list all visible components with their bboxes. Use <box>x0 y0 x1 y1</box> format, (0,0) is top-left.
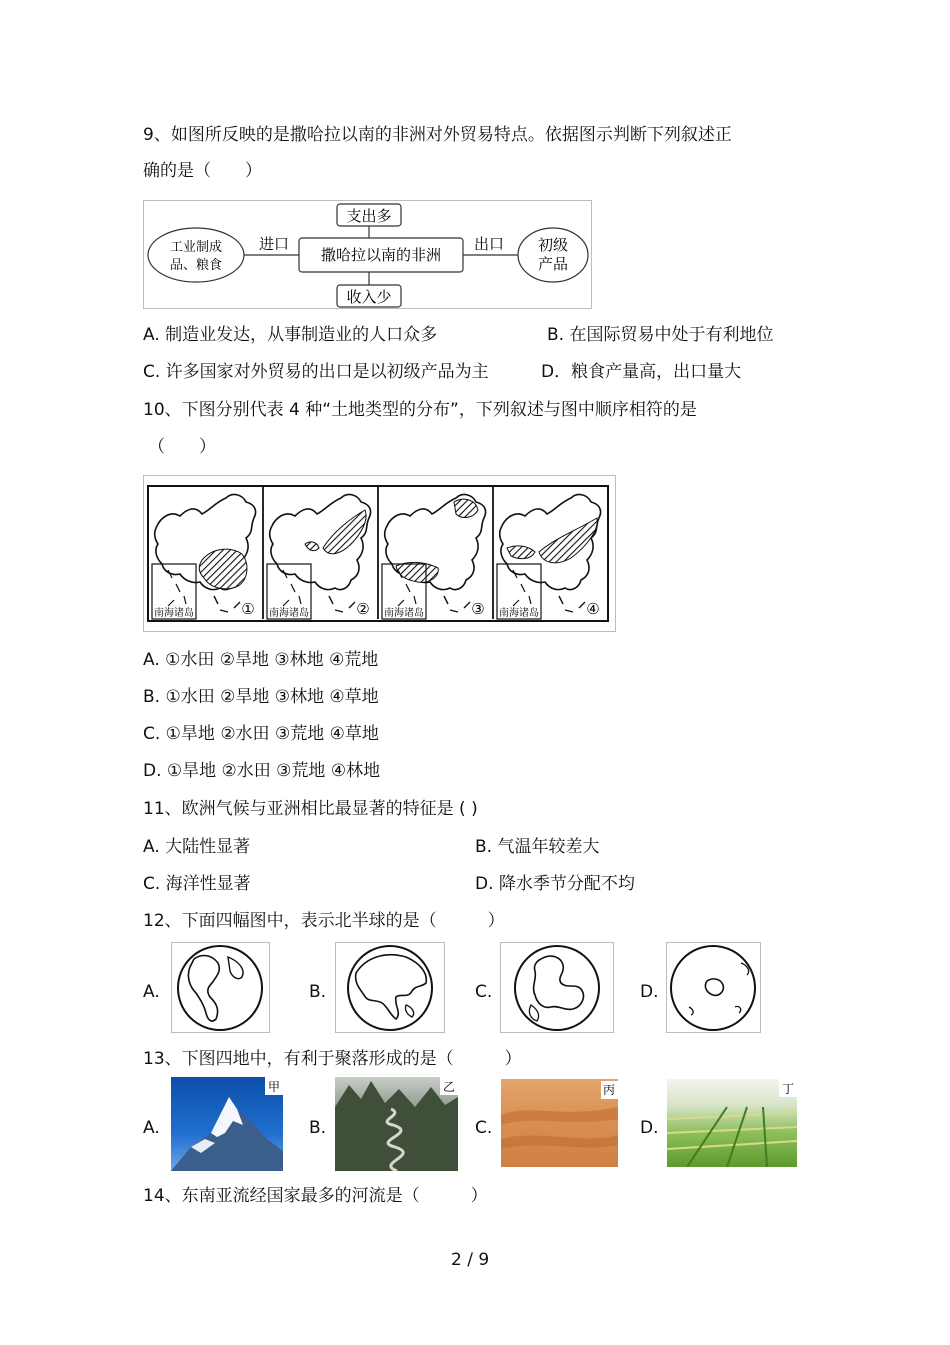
hemisphere-b <box>335 942 445 1033</box>
hemisphere-c <box>500 942 614 1033</box>
land-type-maps-svg <box>144 476 615 631</box>
photo-winding-road <box>335 1077 458 1171</box>
map-number-2: ② <box>356 600 370 618</box>
q10-stem-line1: 10、下图分别代表 4 种“土地类型的分布”，下列叙述与图中顺序相符的是 <box>143 400 697 420</box>
left-ellipse <box>148 228 244 282</box>
q13-label-b: B. <box>309 1118 327 1138</box>
q11-option-b: B. 气温年较差大 <box>475 837 600 857</box>
map-number-4: ④ <box>586 600 600 618</box>
q11-option-c: C. 海洋性显著 <box>143 874 251 894</box>
map-number-1: ① <box>241 600 255 618</box>
q12-stem: 12、下面四幅图中，表示北半球的是（ ） <box>143 911 505 931</box>
q9-stem-line1: 9、如图所反映的是撒哈拉以南的非洲对外贸易特点。依据图示判断下列叙述正 <box>143 125 732 145</box>
photo-tag-a: 甲 <box>267 1080 281 1094</box>
photo-tag-d: 丁 <box>781 1082 795 1096</box>
q10-option-a: A. ①水田 ②旱地 ③林地 ④荒地 <box>143 650 379 670</box>
q13-label-a: A. <box>143 1118 160 1138</box>
page-number: 2 / 9 <box>451 1250 490 1270</box>
hemisphere-a <box>171 942 270 1033</box>
bottom-label: 收入少 <box>346 288 392 306</box>
q12-label-d: D. <box>640 982 659 1002</box>
export-label: 出口 <box>473 235 505 253</box>
photo-tag-c: 丙 <box>602 1083 616 1097</box>
q12-label-c: C. <box>475 982 493 1002</box>
q13-stem: 13、下图四地中，有利于聚落形成的是（ ） <box>143 1049 522 1069</box>
q13-label-c: C. <box>475 1118 493 1138</box>
center-label: 撒哈拉以南的非洲 <box>320 246 442 264</box>
photo-tag-b: 乙 <box>442 1080 456 1094</box>
right-label: 初级产品 <box>537 236 569 273</box>
map-number-3: ③ <box>471 600 485 618</box>
q11-option-a: A. 大陆性显著 <box>143 837 251 857</box>
q10-option-d: D. ①旱地 ②水田 ③荒地 ④林地 <box>143 761 381 781</box>
q12-label-a: A. <box>143 982 160 1002</box>
q11-stem: 11、欧洲气候与亚洲相比最显著的特征是 ( ) <box>143 799 478 819</box>
south-sea-label: 南海诸岛 <box>384 608 424 619</box>
hemisphere-d <box>666 942 761 1033</box>
south-sea-label: 南海诸岛 <box>499 608 539 619</box>
land-type-maps <box>143 475 616 632</box>
q12-label-b: B. <box>309 982 327 1002</box>
trade-diagram <box>143 200 592 309</box>
q9-option-c: C. 许多国家对外贸易的出口是以初级产品为主 <box>143 362 489 382</box>
q10-option-c: C. ①旱地 ②水田 ③荒地 ④草地 <box>143 724 379 744</box>
photo-snow-mountain <box>171 1077 283 1171</box>
photo-desert <box>501 1079 618 1167</box>
q14-stem: 14、东南亚流经国家最多的河流是（ ） <box>143 1186 488 1206</box>
q9-stem-line2: 确的是（ ） <box>143 161 262 181</box>
q13-label-d: D. <box>640 1118 659 1138</box>
q10-option-b: B. ①水田 ②旱地 ③林地 ④草地 <box>143 687 379 707</box>
south-sea-label: 南海诸岛 <box>269 608 309 619</box>
trade-diagram-svg <box>144 201 591 308</box>
left-label: 工业制成品、粮食 <box>169 240 223 273</box>
q9-option-d: D．粮食产量高，出口量大 <box>541 362 742 382</box>
q11-option-d: D. 降水季节分配不均 <box>475 874 635 894</box>
q9-option-b: B. 在国际贸易中处于有利地位 <box>547 325 774 345</box>
south-sea-label: 南海诸岛 <box>154 608 194 619</box>
photo-plain-fields <box>667 1079 797 1167</box>
top-label: 支出多 <box>346 207 392 225</box>
import-label: 进口 <box>258 235 290 253</box>
q10-stem-line2: （ ） <box>148 437 216 457</box>
q9-option-a: A. 制造业发达，从事制造业的人口众多 <box>143 325 438 345</box>
